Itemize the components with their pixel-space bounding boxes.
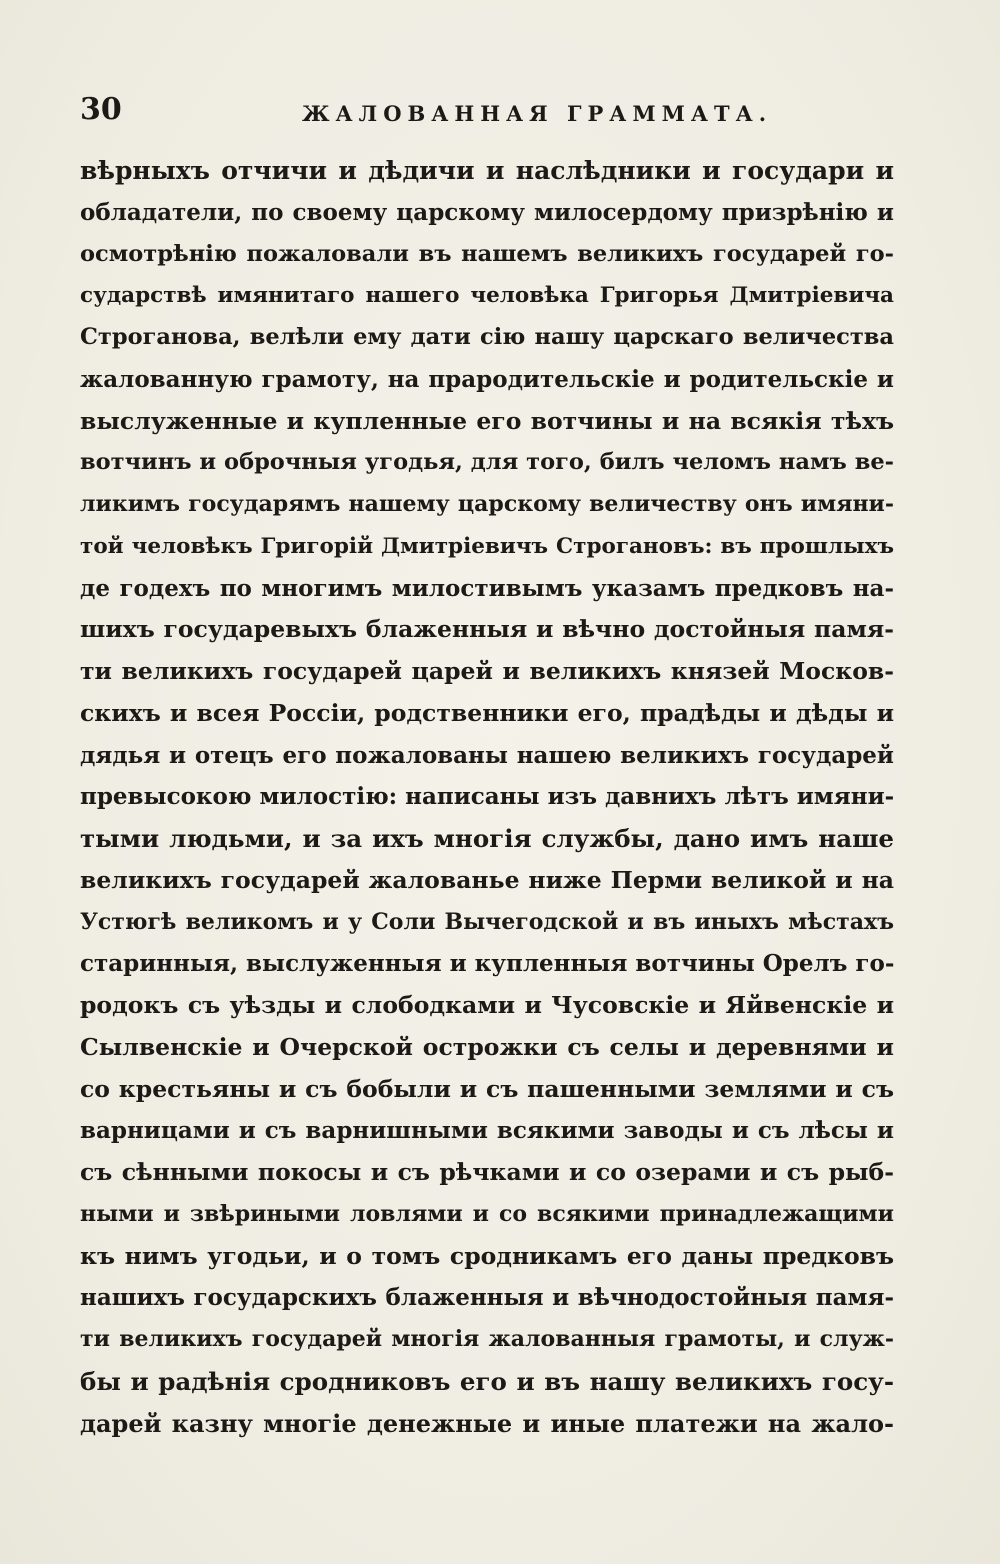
text-line: превысокою милостію: написаны изъ давнихъ лѣтъ имяни-: [80, 783, 894, 811]
text-line: родокъ съ уѣзды и слободками и Чусовскіе и Яйвенскіе и: [80, 991, 894, 1019]
text-line: Строганова, велѣли ему дати сію нашу царскаго величества: [80, 324, 894, 350]
text-line: ными и звѣриными ловлями и со всякими принадлежащими: [80, 1200, 894, 1227]
body-text: [80, 150, 894, 1444]
text-line: ти великихъ государей многія жалованныя грамоты, и служ-: [80, 1326, 894, 1352]
page-number: 30: [80, 92, 122, 127]
text-line: тыми людьми, и за ихъ многія службы, дано имъ наше: [80, 824, 894, 853]
text-line: вотчинъ и оброчныя угодья, для того, билъ челомъ намъ ве-: [80, 449, 894, 476]
text-line: бы и радѣнія сродниковъ его и въ нашу великихъ госу-: [80, 1366, 894, 1396]
text-line: варницами и съ варнишными всякими заводы и съ лѣсы и: [80, 1117, 894, 1145]
text-line: сударствѣ имянитаго нашего человѣка Григорья Дмитріевича: [80, 283, 894, 309]
running-title: ЖАЛОВАННАЯ ГРАММАТА.: [302, 101, 773, 126]
text-line: нашихъ государскихъ блаженныя и вѣчнодостойныя памя-: [80, 1284, 894, 1312]
text-line: вѣрныхъ отчичи и дѣдичи и наслѣдники и государи и: [80, 156, 894, 185]
text-line: выслуженные и купленные его вотчины и на всякія тѣхъ: [80, 406, 894, 435]
text-line: къ нимъ угодьи, и о томъ сродникамъ его даны предковъ: [80, 1241, 894, 1270]
text-line: скихъ и всея Россіи, родственники его, прадѣды и дѣды и: [80, 698, 894, 727]
text-line: ти великихъ государей царей и великихъ князей Москов-: [80, 657, 894, 685]
text-line: той человѣкъ Григорій Дмитріевичъ Строгановъ: въ прошлыхъ: [80, 533, 894, 559]
text-line: великихъ государей жалованье ниже Перми великой и на: [80, 865, 894, 894]
text-line: дядья и отецъ его пожалованы нашею великихъ государей: [80, 741, 894, 769]
text-line: шихъ государевыхъ блаженныя и вѣчно достойныя памя-: [80, 615, 894, 644]
text-line: дарей казну многіе денежные и иные платежи на жало-: [80, 1408, 894, 1438]
text-line: Устюгѣ великомъ и у Соли Вычегодской и въ иныхъ мѣстахъ: [80, 908, 894, 935]
text-line: Сылвенскіе и Очерской острожки съ селы и деревнями и: [80, 1032, 894, 1061]
text-line: съ сѣнными покосы и съ рѣчками и со озерами и съ рыб-: [80, 1158, 894, 1186]
text-line: со крестьяны и съ бобыли и съ пашенными землями и съ: [80, 1074, 894, 1103]
text-line: осмотрѣнію пожаловали въ нашемъ великихъ государей го-: [80, 240, 894, 267]
text-line: жалованную грамоту, на прародительскіе и родительскіе и: [80, 365, 894, 393]
text-line: старинныя, выслуженныя и купленныя вотчины Орелъ го-: [80, 950, 894, 978]
text-line: обладатели, по своему царскому милосердому призрѣнію и: [80, 198, 894, 226]
text-line: ликимъ государямъ нашему царскому величеству онъ имяни-: [80, 491, 894, 517]
text-line: де годехъ по многимъ милостивымъ указамъ предковъ на-: [80, 574, 894, 602]
